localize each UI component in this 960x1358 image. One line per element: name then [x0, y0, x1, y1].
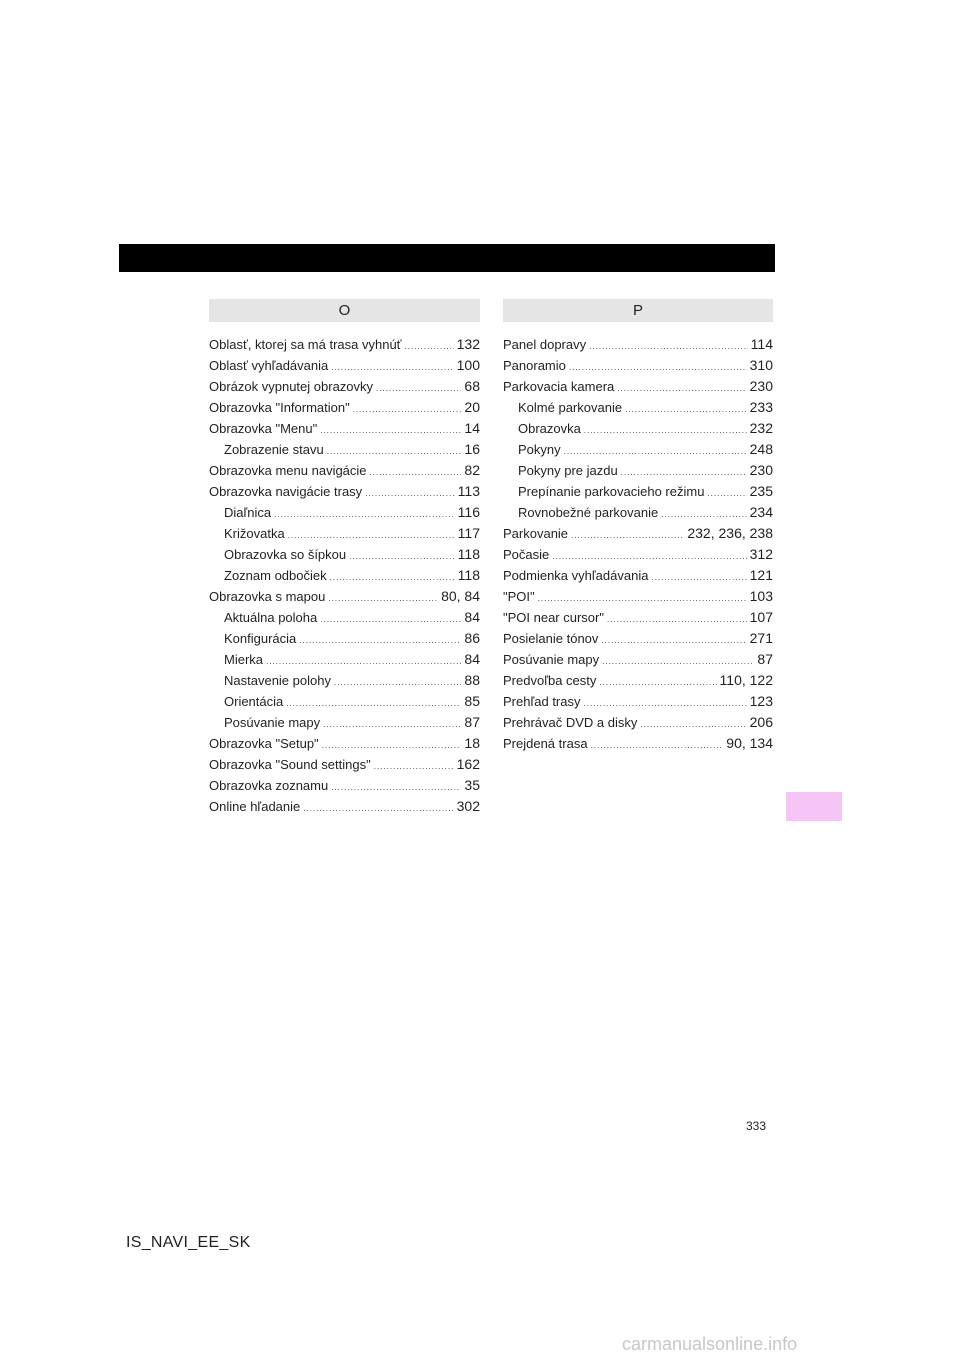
index-entry	[209, 796, 480, 817]
entry-page-ref: 110, 122	[719, 672, 773, 688]
entry-label: Pokyny pre jazdu	[518, 463, 618, 478]
entry-page-ref: 68	[464, 378, 480, 394]
entry-label: Oblasť vyhľadávania	[209, 358, 329, 373]
dot-leader	[334, 672, 461, 693]
dot-leader	[331, 357, 453, 378]
entry-label: Križovatka	[224, 526, 285, 541]
index-entry	[209, 754, 480, 775]
section-header-p: P	[503, 299, 773, 322]
entry-page-ref: 121	[749, 567, 773, 583]
entry-label: Mierka	[224, 652, 264, 667]
index-subentry	[209, 628, 480, 649]
entry-page-ref: 107	[749, 609, 773, 625]
entry-page-ref: 302	[456, 798, 480, 814]
entry-page-ref: 103	[749, 588, 773, 604]
entry-page-ref: 84	[464, 609, 480, 625]
index-entry	[209, 418, 480, 439]
index-column-o	[209, 299, 480, 817]
dot-leader	[320, 420, 461, 441]
index-subentry	[209, 670, 480, 691]
entry-page-ref: 206	[749, 714, 773, 730]
entry-page-ref: 232	[749, 420, 773, 436]
dot-leader	[266, 651, 461, 672]
entry-page-ref: 16	[464, 441, 480, 457]
dot-leader	[376, 378, 461, 399]
index-entry	[503, 691, 773, 712]
entry-label: Posúvanie mapy	[224, 715, 321, 730]
entry-label: Obrazovka "Information"	[209, 400, 350, 415]
entry-page-ref: 230	[749, 462, 773, 478]
entry-label: Obrazovka	[518, 421, 581, 436]
dot-leader	[327, 441, 462, 462]
entry-page-ref: 271	[749, 630, 773, 646]
dot-leader	[621, 462, 747, 483]
index-entry	[503, 565, 773, 586]
entry-page-ref: 113	[457, 483, 480, 499]
entry-label: Online hľadanie	[209, 799, 301, 814]
dot-leader	[374, 756, 454, 777]
index-entry	[209, 397, 480, 418]
index-entry	[503, 712, 773, 733]
header-bar	[119, 244, 775, 272]
index-subentry	[503, 460, 773, 481]
index-subentry	[209, 544, 480, 565]
entry-label: Obrazovka navigácie trasy	[209, 484, 363, 499]
entry-page-ref: 100	[456, 357, 480, 373]
dot-leader	[538, 588, 747, 609]
entry-label: Orientácia	[224, 694, 284, 709]
entry-page-ref: 310	[749, 357, 773, 373]
entry-page-ref: 114	[750, 336, 773, 352]
dot-leader	[625, 399, 747, 420]
entry-page-ref: 312	[749, 546, 773, 562]
section-header-o: O	[209, 299, 480, 322]
entry-label: Panel dopravy	[503, 337, 587, 352]
entry-page-ref: 234	[749, 504, 773, 520]
entry-label: Prejdená trasa	[503, 736, 588, 751]
entry-page-ref: 235	[749, 483, 773, 499]
entry-page-ref: 118	[457, 546, 480, 562]
dot-leader	[328, 588, 438, 609]
dot-leader	[617, 378, 746, 399]
entry-label: Prepínanie parkovacieho režimu	[518, 484, 705, 499]
index-subentry	[209, 712, 480, 733]
index-entry	[503, 607, 773, 628]
entry-page-ref: 117	[457, 525, 480, 541]
entry-label: "POI near cursor"	[503, 610, 604, 625]
entry-label: Počasie	[503, 547, 550, 562]
entry-label: Prehrávač DVD a disky	[503, 715, 638, 730]
entry-label: Posúvanie mapy	[503, 652, 600, 667]
entry-page-ref: 116	[457, 504, 480, 520]
entry-page-ref: 85	[464, 693, 480, 709]
dot-leader	[286, 693, 461, 714]
dot-leader	[601, 630, 746, 651]
entry-page-ref: 14	[464, 420, 480, 436]
index-entry	[503, 376, 773, 397]
index-column-p	[503, 299, 773, 754]
dot-leader	[651, 567, 746, 588]
index-entry	[209, 334, 480, 355]
index-subentry	[209, 439, 480, 460]
entry-page-ref: 80, 84	[441, 588, 480, 604]
dot-leader	[661, 504, 746, 525]
index-subentry	[209, 691, 480, 712]
entry-page-ref: 118	[457, 567, 480, 583]
index-list-o	[209, 334, 480, 817]
index-entry	[503, 649, 773, 670]
dot-leader	[323, 714, 461, 735]
index-subentry	[209, 565, 480, 586]
entry-label: Parkovacia kamera	[503, 379, 615, 394]
entry-label: Obrazovka "Setup"	[209, 736, 319, 751]
dot-leader	[331, 777, 461, 798]
watermark: carmanualsonline.info	[622, 1334, 798, 1354]
index-entry	[503, 334, 773, 355]
entry-label: Zobrazenie stavu	[224, 442, 324, 457]
index-subentry	[209, 607, 480, 628]
entry-page-ref: 232, 236, 238	[687, 525, 773, 541]
entry-label: Obrazovka menu navigácie	[209, 463, 367, 478]
entry-page-ref: 87	[464, 714, 480, 730]
entry-label: Prehľad trasy	[503, 694, 581, 709]
entry-page-ref: 84	[464, 651, 480, 667]
dot-leader	[288, 525, 455, 546]
dot-leader	[322, 735, 462, 756]
entry-page-ref: 123	[749, 693, 773, 709]
entry-label: Konfigurácia	[224, 631, 297, 646]
entry-label: Rovnobežné parkovanie	[518, 505, 659, 520]
entry-page-ref: 86	[464, 630, 480, 646]
index-entry	[503, 523, 773, 544]
entry-label: Diaľnica	[224, 505, 272, 520]
entry-page-ref: 35	[464, 777, 480, 793]
page-number: 333	[746, 1119, 767, 1133]
entry-label: Obrazovka "Menu"	[209, 421, 318, 436]
index-entry	[209, 376, 480, 397]
index-entry	[503, 544, 773, 565]
entry-label: Predvoľba cesty	[503, 673, 597, 688]
index-entry	[503, 628, 773, 649]
entry-label: Posielanie tónov	[503, 631, 599, 646]
dot-leader	[569, 357, 747, 378]
index-entry	[209, 481, 480, 502]
dot-leader	[640, 714, 746, 735]
index-entry	[209, 460, 480, 481]
entry-label: Kolmé parkovanie	[518, 400, 623, 415]
dot-leader	[299, 630, 461, 651]
dot-leader	[602, 651, 754, 672]
entry-label: Aktuálna poloha	[224, 610, 318, 625]
dot-leader	[274, 504, 455, 525]
entry-label: Obrazovka "Sound settings"	[209, 757, 371, 772]
entry-page-ref: 82	[464, 462, 480, 478]
index-entry	[209, 733, 480, 754]
index-entry	[503, 355, 773, 376]
entry-page-ref: 88	[464, 672, 480, 688]
entry-label: Obrazovka s mapou	[209, 589, 326, 604]
entry-page-ref: 248	[749, 441, 773, 457]
entry-page-ref: 132	[456, 336, 480, 352]
index-entry	[209, 586, 480, 607]
index-subentry	[503, 502, 773, 523]
entry-page-ref: 87	[757, 651, 773, 667]
dot-leader	[564, 441, 747, 462]
dot-leader	[591, 735, 724, 756]
index-subentry	[209, 523, 480, 544]
entry-page-ref: 20	[464, 399, 480, 415]
dot-leader	[552, 546, 746, 567]
index-entry	[503, 733, 773, 754]
entry-label: Obrázok vypnutej obrazovky	[209, 379, 374, 394]
entry-label: Obrazovka so šípkou	[224, 547, 347, 562]
entry-label: "POI"	[503, 589, 535, 604]
index-subentry	[503, 481, 773, 502]
dot-leader	[584, 693, 747, 714]
document-code: IS_NAVI_EE_SK	[126, 1234, 251, 1251]
entry-label: Panoramio	[503, 358, 566, 373]
entry-page-ref: 90, 134	[726, 735, 773, 751]
index-subentry	[209, 502, 480, 523]
index-entry	[209, 775, 480, 796]
entry-label: Nastavenie polohy	[224, 673, 331, 688]
entry-label: Pokyny	[518, 442, 561, 457]
entry-page-ref: 233	[749, 399, 773, 415]
dot-leader	[707, 483, 746, 504]
dot-leader	[599, 672, 716, 693]
dot-leader	[320, 609, 461, 630]
index-subentry	[503, 439, 773, 460]
index-subentry	[209, 649, 480, 670]
entry-page-ref: 18	[464, 735, 480, 751]
index-subentry	[503, 418, 773, 439]
index-subentry	[503, 397, 773, 418]
index-list-p	[503, 334, 773, 754]
entry-page-ref: 162	[456, 756, 480, 772]
dot-leader	[303, 798, 453, 819]
entry-label: Parkovanie	[503, 526, 569, 541]
entry-label: Zoznam odbočiek	[224, 568, 327, 583]
dot-leader	[607, 609, 747, 630]
index-entry	[503, 586, 773, 607]
dot-leader	[349, 546, 455, 567]
index-entry	[503, 670, 773, 691]
entry-label: Podmienka vyhľadávania	[503, 568, 649, 583]
dot-leader	[584, 420, 747, 441]
dot-leader	[589, 336, 748, 357]
entry-label: Oblasť, ktorej sa má trasa vyhnúť	[209, 337, 402, 352]
dot-leader	[365, 483, 454, 504]
entry-label: Obrazovka zoznamu	[209, 778, 329, 793]
index-entry	[209, 355, 480, 376]
dot-leader	[353, 399, 462, 420]
dot-leader	[370, 462, 462, 483]
dot-leader	[330, 567, 455, 588]
dot-leader	[405, 336, 454, 357]
entry-page-ref: 230	[749, 378, 773, 394]
dot-leader	[571, 525, 684, 546]
chapter-tab	[786, 792, 842, 821]
